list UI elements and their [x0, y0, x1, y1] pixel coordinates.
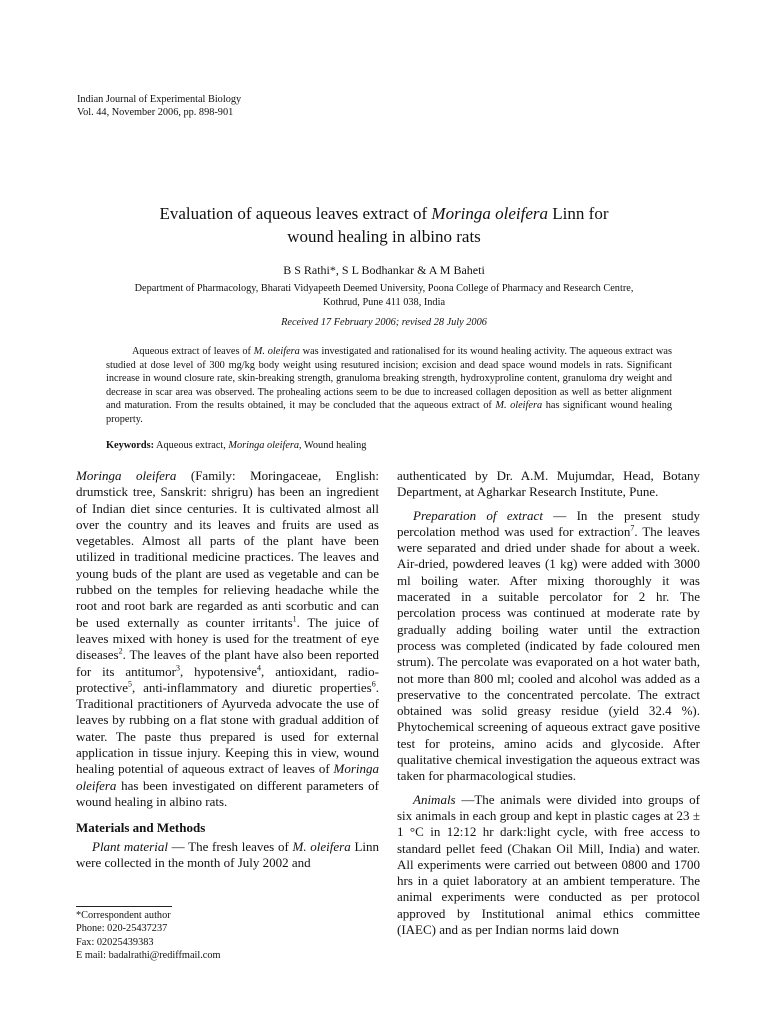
affiliation: Department of Pharmacology, Bharati Vidyapeeth Deemed University, Poona College of Pharmacy and Research Centre, Kothrud, Pune 411 038, India	[134, 283, 634, 308]
footnote-correspondent: *Correspondent author	[76, 910, 171, 921]
keywords: Keywords: Aqueous extract, Moringa oleifera, Wound healing	[106, 440, 367, 451]
keywords-label: Keywords:	[106, 440, 155, 451]
footnote-fax: Fax: 02025439383	[76, 936, 154, 948]
footnote-phone: Phone: 020-25437237	[76, 923, 168, 935]
author-list: B S Rathi*, S L Bodhankar & A M Baheti	[283, 263, 485, 277]
left-column	[76, 468, 379, 871]
footnotes	[76, 909, 221, 962]
received-dates: Received 17 February 2006; revised 28 July 2006	[281, 317, 487, 328]
animals-paragraph: Animals —The animals were divided into groups of six animals in each group and kept in plastic cages at 23 ± 1 °C in 12:12 hr dark:light cycle, with free access to standard pellet feed (Chakan Oil Mill, India) and water. All experiments were carried out between 0800 and 1700 hrs in a quiet laboratory at an ambient temperature. The animal experiments were conducted as per protocol approved by Institutional animal ethics committee (IAEC) and as per Indian norms laid down	[397, 791, 700, 938]
journal-citation	[77, 93, 241, 119]
plant-material-paragraph: Plant material — The fresh leaves of M. oleifera Linn were collected in the month of July 2002 and	[76, 838, 380, 870]
section-heading-methods: Materials and Methods	[76, 820, 206, 836]
abstract: Aqueous extract of leaves of M. oleifera was investigated and rationalised for its wound healing activity. The aqueous extract was studied at dose level of 300 mg/kg body weight using resutured incision; excision and dead space wound models in rats. Significant increase in wound closure rate, skin-breaking strength, granuloma breaking strength, hydroxyproline content, granuloma dry weight and decrease in scar area was observed. The prohealing actions seem to be due to increased collagen deposition as well as better alignment and maturation. From the results obtained, it may be concluded that the aqueous extract of M. oleifera has significant wound healing property.	[106, 346, 672, 425]
paper-title: Evaluation of aqueous leaves extract of Moringa oleifera Linn for wound healing in albino rats	[159, 204, 609, 246]
preparation-paragraph: Preparation of extract — In the present study percolation method was used for extraction$^7$. The leaves were separated and dried under shade for about a week. Air-dried, powdered leaves (1 kg) were added with 3000 ml boiling water. After mixing thoroughly it was macerated in a suitable percolator for 2 hr. The percolation process was continued at moderate rate by gradually adding boiling water until the extraction process was completed (indicated by fade coloured men strum). The percolate was evaporated on a hot water bath, not more than 800 ml; cooled and alcohol was added as a preservative to the concentrated percolate. The extract obtained was solid greasy residue (yield 32.4 %). Phytochemical screening of aqueous extract gave positive test for proteins, amino acids and glycoside. After qualitative chemical investigation the aqueous extract was taken for pharmacological studies.	[397, 507, 700, 784]
footnote-divider	[76, 906, 172, 907]
plant-material-continued: authenticated by Dr. A.M. Mujumdar, Head, Botany Department, at Agharkar Research Institute, Pune.	[397, 468, 700, 500]
footnote-email: E mail: badalrathi@rediffmail.com	[76, 949, 221, 961]
journal-volume: Vol. 44, November 2006, pp. 898-901	[77, 107, 234, 118]
right-column	[397, 468, 700, 938]
journal-name: Indian Journal of Experimental Biology	[77, 94, 242, 105]
intro-paragraph: Moringa oleifera (Family: Moringaceae, English: drumstick tree, Sanskrit: shrigru) has been an ingredient of Indian diet since centuries. It is cultivated almost all over the country and its leaves and fruits are used as vegetables. Almost all parts of the plant have been utilized in traditional medicine practices. The leaves and young buds of the plant are used as vegetable and can be rubbed on the temples for relieving headache while the root and root bark are regarded as anti scorbutic and can be used externally as counter irritants$^1$. The juice of leaves mixed with honey is used for the treatment of eye diseases$^2$. The leaves of the plant have also been reported for its antitumor$^3$, hypotensive$^4$, antioxidant, radio-protective$^5$, anti-inflammatory and diuretic properties$^6$. Traditional practitioners of Ayurveda advocate the use of leaves by rubbing on a flat stone with gradual addition of water. The paste thus prepared is used for external application in tissue injury. Keeping this in view, wound healing potential of aqueous extract of leaves of Moringa oleifera has been investigated on different parameters of wound healing in albino rats.	[76, 468, 380, 809]
title-species: Moringa oleifera	[431, 204, 549, 223]
